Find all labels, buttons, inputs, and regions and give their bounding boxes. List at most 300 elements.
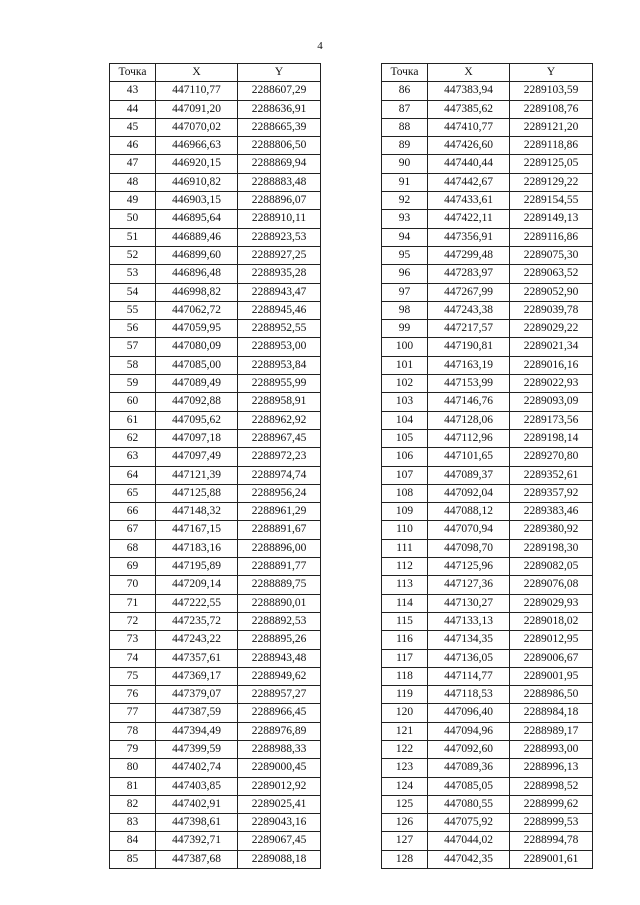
cell-point: 84	[110, 832, 156, 850]
cell-point: 92	[382, 192, 428, 210]
cell-y: 2288935,28	[238, 265, 321, 283]
cell-y: 2288976,89	[238, 722, 321, 740]
cell-y: 2289380,92	[510, 521, 593, 539]
table-row	[110, 740, 321, 758]
table-row	[382, 301, 593, 319]
table-row	[382, 503, 593, 521]
table-row	[382, 777, 593, 795]
cell-point: 113	[382, 576, 428, 594]
cell-x: 446966,63	[156, 137, 238, 155]
cell-point: 117	[382, 649, 428, 667]
cell-x: 447440,44	[428, 155, 510, 173]
cell-point: 53	[110, 265, 156, 283]
table-row	[382, 612, 593, 630]
cell-y: 2289383,46	[510, 503, 593, 521]
table-row	[382, 558, 593, 576]
cell-x: 447044,02	[428, 832, 510, 850]
cell-x: 447125,96	[428, 558, 510, 576]
cell-point: 56	[110, 320, 156, 338]
table-row	[110, 814, 321, 832]
cell-x: 447094,96	[428, 722, 510, 740]
cell-x: 447235,72	[156, 612, 238, 630]
header-y: Y	[238, 64, 321, 82]
cell-point: 75	[110, 667, 156, 685]
cell-x: 447118,53	[428, 686, 510, 704]
cell-y: 2288953,84	[238, 356, 321, 374]
cell-y: 2288986,50	[510, 686, 593, 704]
cell-y: 2289082,05	[510, 558, 593, 576]
table-row	[110, 777, 321, 795]
cell-x: 447146,76	[428, 393, 510, 411]
cell-x: 447134,35	[428, 631, 510, 649]
cell-x: 447121,39	[156, 466, 238, 484]
table-row	[110, 539, 321, 557]
cell-x: 447402,91	[156, 795, 238, 813]
cell-x: 447127,36	[428, 576, 510, 594]
cell-point: 87	[382, 100, 428, 118]
cell-x: 447283,97	[428, 265, 510, 283]
cell-point: 108	[382, 484, 428, 502]
cell-x: 447190,81	[428, 338, 510, 356]
cell-point: 109	[382, 503, 428, 521]
cell-point: 55	[110, 301, 156, 319]
cell-point: 50	[110, 210, 156, 228]
cell-x: 447299,48	[428, 246, 510, 264]
cell-point: 106	[382, 448, 428, 466]
cell-x: 447110,77	[156, 82, 238, 100]
cell-y: 2289012,92	[238, 777, 321, 795]
cell-point: 90	[382, 155, 428, 173]
cell-x: 447209,14	[156, 576, 238, 594]
table-row	[110, 612, 321, 630]
table-row	[382, 82, 593, 100]
cell-x: 447092,88	[156, 393, 238, 411]
cell-y: 2288896,00	[238, 539, 321, 557]
cell-x: 446889,46	[156, 228, 238, 246]
table-row	[382, 356, 593, 374]
cell-y: 2288993,00	[510, 740, 593, 758]
cell-point: 82	[110, 795, 156, 813]
coordinates-table-left	[109, 63, 321, 869]
table-row	[110, 192, 321, 210]
table-row	[382, 118, 593, 136]
table-row	[110, 265, 321, 283]
cell-x: 447163,19	[428, 356, 510, 374]
cell-x: 447183,16	[156, 539, 238, 557]
cell-point: 110	[382, 521, 428, 539]
coordinates-table-right	[381, 63, 593, 869]
cell-point: 81	[110, 777, 156, 795]
cell-y: 2289108,76	[510, 100, 593, 118]
table-row	[382, 448, 593, 466]
cell-y: 2289001,61	[510, 850, 593, 868]
table-row	[110, 320, 321, 338]
cell-y: 2288966,45	[238, 704, 321, 722]
table-row	[382, 466, 593, 484]
table-row	[382, 320, 593, 338]
table-row	[382, 850, 593, 868]
table-row	[110, 100, 321, 118]
cell-y: 2288955,99	[238, 375, 321, 393]
cell-point: 65	[110, 484, 156, 502]
cell-x: 447195,89	[156, 558, 238, 576]
cell-y: 2288974,74	[238, 466, 321, 484]
cell-y: 2288958,91	[238, 393, 321, 411]
cell-x: 447070,94	[428, 521, 510, 539]
cell-x: 447379,07	[156, 686, 238, 704]
cell-x: 447426,60	[428, 137, 510, 155]
cell-y: 2288999,62	[510, 795, 593, 813]
cell-y: 2288636,91	[238, 100, 321, 118]
table-row	[110, 850, 321, 868]
table-row	[382, 393, 593, 411]
table-row	[382, 265, 593, 283]
table-row	[110, 576, 321, 594]
cell-point: 102	[382, 375, 428, 393]
cell-point: 118	[382, 667, 428, 685]
cell-x: 447356,91	[428, 228, 510, 246]
table-row	[382, 667, 593, 685]
cell-point: 63	[110, 448, 156, 466]
cell-x: 447098,70	[428, 539, 510, 557]
cell-x: 447091,20	[156, 100, 238, 118]
cell-point: 123	[382, 759, 428, 777]
cell-y: 2288961,29	[238, 503, 321, 521]
cell-y: 2288972,23	[238, 448, 321, 466]
cell-x: 447075,92	[428, 814, 510, 832]
table-row	[110, 301, 321, 319]
cell-point: 76	[110, 686, 156, 704]
cell-point: 98	[382, 301, 428, 319]
table-row	[382, 484, 593, 502]
table-row	[110, 558, 321, 576]
cell-y: 2289149,13	[510, 210, 593, 228]
cell-x: 447357,61	[156, 649, 238, 667]
cell-point: 51	[110, 228, 156, 246]
cell-point: 128	[382, 850, 428, 868]
cell-y: 2288956,24	[238, 484, 321, 502]
table-row	[110, 686, 321, 704]
cell-y: 2289001,95	[510, 667, 593, 685]
cell-point: 68	[110, 539, 156, 557]
cell-y: 2288989,17	[510, 722, 593, 740]
cell-point: 89	[382, 137, 428, 155]
cell-point: 122	[382, 740, 428, 758]
table-row	[110, 466, 321, 484]
cell-y: 2288988,33	[238, 740, 321, 758]
table-row	[382, 375, 593, 393]
cell-y: 2289000,45	[238, 759, 321, 777]
cell-y: 2289075,30	[510, 246, 593, 264]
table-header-row	[382, 64, 593, 82]
cell-y: 2289022,93	[510, 375, 593, 393]
cell-x: 447442,67	[428, 173, 510, 191]
cell-point: 70	[110, 576, 156, 594]
cell-y: 2288952,55	[238, 320, 321, 338]
cell-x: 447153,99	[428, 375, 510, 393]
cell-x: 447148,32	[156, 503, 238, 521]
cell-point: 85	[110, 850, 156, 868]
cell-point: 58	[110, 356, 156, 374]
cell-point: 114	[382, 594, 428, 612]
cell-point: 43	[110, 82, 156, 100]
table-row	[382, 283, 593, 301]
table-row	[382, 576, 593, 594]
cell-y: 2288994,78	[510, 832, 593, 850]
cell-x: 447042,35	[428, 850, 510, 868]
cell-y: 2289352,61	[510, 466, 593, 484]
table-row	[382, 246, 593, 264]
cell-y: 2288953,00	[238, 338, 321, 356]
cell-x: 446920,15	[156, 155, 238, 173]
cell-y: 2288923,53	[238, 228, 321, 246]
cell-y: 2289063,52	[510, 265, 593, 283]
cell-y: 2289025,41	[238, 795, 321, 813]
cell-x: 447089,37	[428, 466, 510, 484]
table-row	[382, 649, 593, 667]
cell-x: 447383,94	[428, 82, 510, 100]
cell-y: 2289018,02	[510, 612, 593, 630]
cell-y: 2288895,26	[238, 631, 321, 649]
cell-x: 447387,68	[156, 850, 238, 868]
cell-point: 94	[382, 228, 428, 246]
table-row	[382, 594, 593, 612]
cell-y: 2288806,50	[238, 137, 321, 155]
cell-point: 127	[382, 832, 428, 850]
cell-point: 61	[110, 411, 156, 429]
cell-point: 105	[382, 429, 428, 447]
cell-x: 447092,60	[428, 740, 510, 758]
cell-x: 447133,13	[428, 612, 510, 630]
cell-x: 447243,22	[156, 631, 238, 649]
cell-x: 447125,88	[156, 484, 238, 502]
cell-point: 48	[110, 173, 156, 191]
table-row	[382, 539, 593, 557]
cell-y: 2288607,29	[238, 82, 321, 100]
table-row	[110, 448, 321, 466]
cell-x: 447217,57	[428, 320, 510, 338]
cell-x: 447399,59	[156, 740, 238, 758]
cell-y: 2289129,22	[510, 173, 593, 191]
cell-y: 2288984,18	[510, 704, 593, 722]
table-row	[110, 393, 321, 411]
cell-x: 447088,12	[428, 503, 510, 521]
cell-point: 101	[382, 356, 428, 374]
table-row	[382, 740, 593, 758]
table-row	[110, 338, 321, 356]
cell-y: 2288896,07	[238, 192, 321, 210]
cell-point: 100	[382, 338, 428, 356]
cell-point: 79	[110, 740, 156, 758]
cell-x: 446899,60	[156, 246, 238, 264]
cell-x: 447433,61	[428, 192, 510, 210]
cell-y: 2289093,09	[510, 393, 593, 411]
cell-x: 447422,11	[428, 210, 510, 228]
cell-point: 67	[110, 521, 156, 539]
cell-y: 2289012,95	[510, 631, 593, 649]
cell-x: 447369,17	[156, 667, 238, 685]
cell-point: 54	[110, 283, 156, 301]
table-row	[382, 521, 593, 539]
cell-point: 83	[110, 814, 156, 832]
cell-point: 44	[110, 100, 156, 118]
cell-y: 2289116,86	[510, 228, 593, 246]
table-row	[382, 100, 593, 118]
cell-y: 2289103,59	[510, 82, 593, 100]
header-point: Точка	[382, 64, 428, 82]
table-row	[110, 411, 321, 429]
cell-x: 446998,82	[156, 283, 238, 301]
cell-point: 125	[382, 795, 428, 813]
table-row	[382, 686, 593, 704]
cell-y: 2288927,25	[238, 246, 321, 264]
cell-point: 60	[110, 393, 156, 411]
cell-point: 93	[382, 210, 428, 228]
cell-y: 2289052,90	[510, 283, 593, 301]
table-row	[110, 594, 321, 612]
cell-x: 447392,71	[156, 832, 238, 850]
cell-y: 2289067,45	[238, 832, 321, 850]
table-row	[382, 228, 593, 246]
cell-point: 46	[110, 137, 156, 155]
cell-y: 2288891,77	[238, 558, 321, 576]
cell-y: 2289154,55	[510, 192, 593, 210]
cell-x: 447403,85	[156, 777, 238, 795]
table-row	[110, 356, 321, 374]
cell-point: 95	[382, 246, 428, 264]
table-row	[110, 484, 321, 502]
cell-y: 2289029,22	[510, 320, 593, 338]
cell-y: 2289076,08	[510, 576, 593, 594]
cell-point: 99	[382, 320, 428, 338]
cell-x: 447398,61	[156, 814, 238, 832]
table-row	[382, 429, 593, 447]
cell-x: 447114,77	[428, 667, 510, 685]
header-x: X	[428, 64, 510, 82]
cell-point: 73	[110, 631, 156, 649]
cell-y: 2289357,92	[510, 484, 593, 502]
cell-y: 2289270,80	[510, 448, 593, 466]
cell-x: 447097,49	[156, 448, 238, 466]
cell-point: 49	[110, 192, 156, 210]
cell-point: 78	[110, 722, 156, 740]
cell-point: 45	[110, 118, 156, 136]
table-row	[382, 795, 593, 813]
cell-x: 446910,82	[156, 173, 238, 191]
cell-x: 447080,09	[156, 338, 238, 356]
cell-point: 57	[110, 338, 156, 356]
cell-x: 447243,38	[428, 301, 510, 319]
cell-y: 2289043,16	[238, 814, 321, 832]
cell-x: 447167,15	[156, 521, 238, 539]
cell-x: 446895,64	[156, 210, 238, 228]
cell-x: 447085,05	[428, 777, 510, 795]
cell-point: 69	[110, 558, 156, 576]
cell-point: 59	[110, 375, 156, 393]
table-row	[110, 210, 321, 228]
cell-y: 2288892,53	[238, 612, 321, 630]
cell-point: 119	[382, 686, 428, 704]
cell-y: 2288999,53	[510, 814, 593, 832]
cell-y: 2289029,93	[510, 594, 593, 612]
cell-x: 447394,49	[156, 722, 238, 740]
cell-point: 107	[382, 466, 428, 484]
table-row	[110, 649, 321, 667]
cell-y: 2289088,18	[238, 850, 321, 868]
table-row	[110, 704, 321, 722]
table-row	[110, 246, 321, 264]
header-point: Точка	[110, 64, 156, 82]
table-row	[110, 228, 321, 246]
table-row	[110, 722, 321, 740]
cell-y: 2288943,47	[238, 283, 321, 301]
table-row	[382, 832, 593, 850]
cell-y: 2288891,67	[238, 521, 321, 539]
cell-x: 447101,65	[428, 448, 510, 466]
cell-x: 447059,95	[156, 320, 238, 338]
cell-point: 126	[382, 814, 428, 832]
table-row	[110, 375, 321, 393]
cell-point: 80	[110, 759, 156, 777]
cell-point: 77	[110, 704, 156, 722]
cell-point: 116	[382, 631, 428, 649]
table-row	[110, 283, 321, 301]
cell-y: 2288943,48	[238, 649, 321, 667]
cell-y: 2289198,14	[510, 429, 593, 447]
table-header-row	[110, 64, 321, 82]
cell-x: 447080,55	[428, 795, 510, 813]
cell-y: 2289125,05	[510, 155, 593, 173]
cell-y: 2288883,48	[238, 173, 321, 191]
cell-x: 447089,49	[156, 375, 238, 393]
table-row	[382, 814, 593, 832]
cell-point: 71	[110, 594, 156, 612]
table-row	[382, 704, 593, 722]
cell-y: 2289198,30	[510, 539, 593, 557]
cell-point: 88	[382, 118, 428, 136]
table-row	[110, 832, 321, 850]
cell-x: 447096,40	[428, 704, 510, 722]
cell-x: 447267,99	[428, 283, 510, 301]
table-row	[110, 667, 321, 685]
cell-y: 2288967,45	[238, 429, 321, 447]
cell-point: 64	[110, 466, 156, 484]
cell-point: 52	[110, 246, 156, 264]
cell-x: 447410,77	[428, 118, 510, 136]
cell-y: 2288869,94	[238, 155, 321, 173]
table-row	[110, 118, 321, 136]
cell-point: 62	[110, 429, 156, 447]
table-row	[110, 631, 321, 649]
cell-point: 104	[382, 411, 428, 429]
cell-y: 2289016,16	[510, 356, 593, 374]
cell-x: 447402,74	[156, 759, 238, 777]
cell-y: 2289121,20	[510, 118, 593, 136]
cell-y: 2289006,67	[510, 649, 593, 667]
cell-y: 2288949,62	[238, 667, 321, 685]
cell-x: 447130,27	[428, 594, 510, 612]
table-row	[382, 631, 593, 649]
cell-x: 447385,62	[428, 100, 510, 118]
cell-x: 447222,55	[156, 594, 238, 612]
cell-x: 447085,00	[156, 356, 238, 374]
table-row	[382, 137, 593, 155]
cell-point: 97	[382, 283, 428, 301]
table-row	[110, 82, 321, 100]
cell-x: 446896,48	[156, 265, 238, 283]
cell-point: 112	[382, 558, 428, 576]
cell-x: 447097,18	[156, 429, 238, 447]
